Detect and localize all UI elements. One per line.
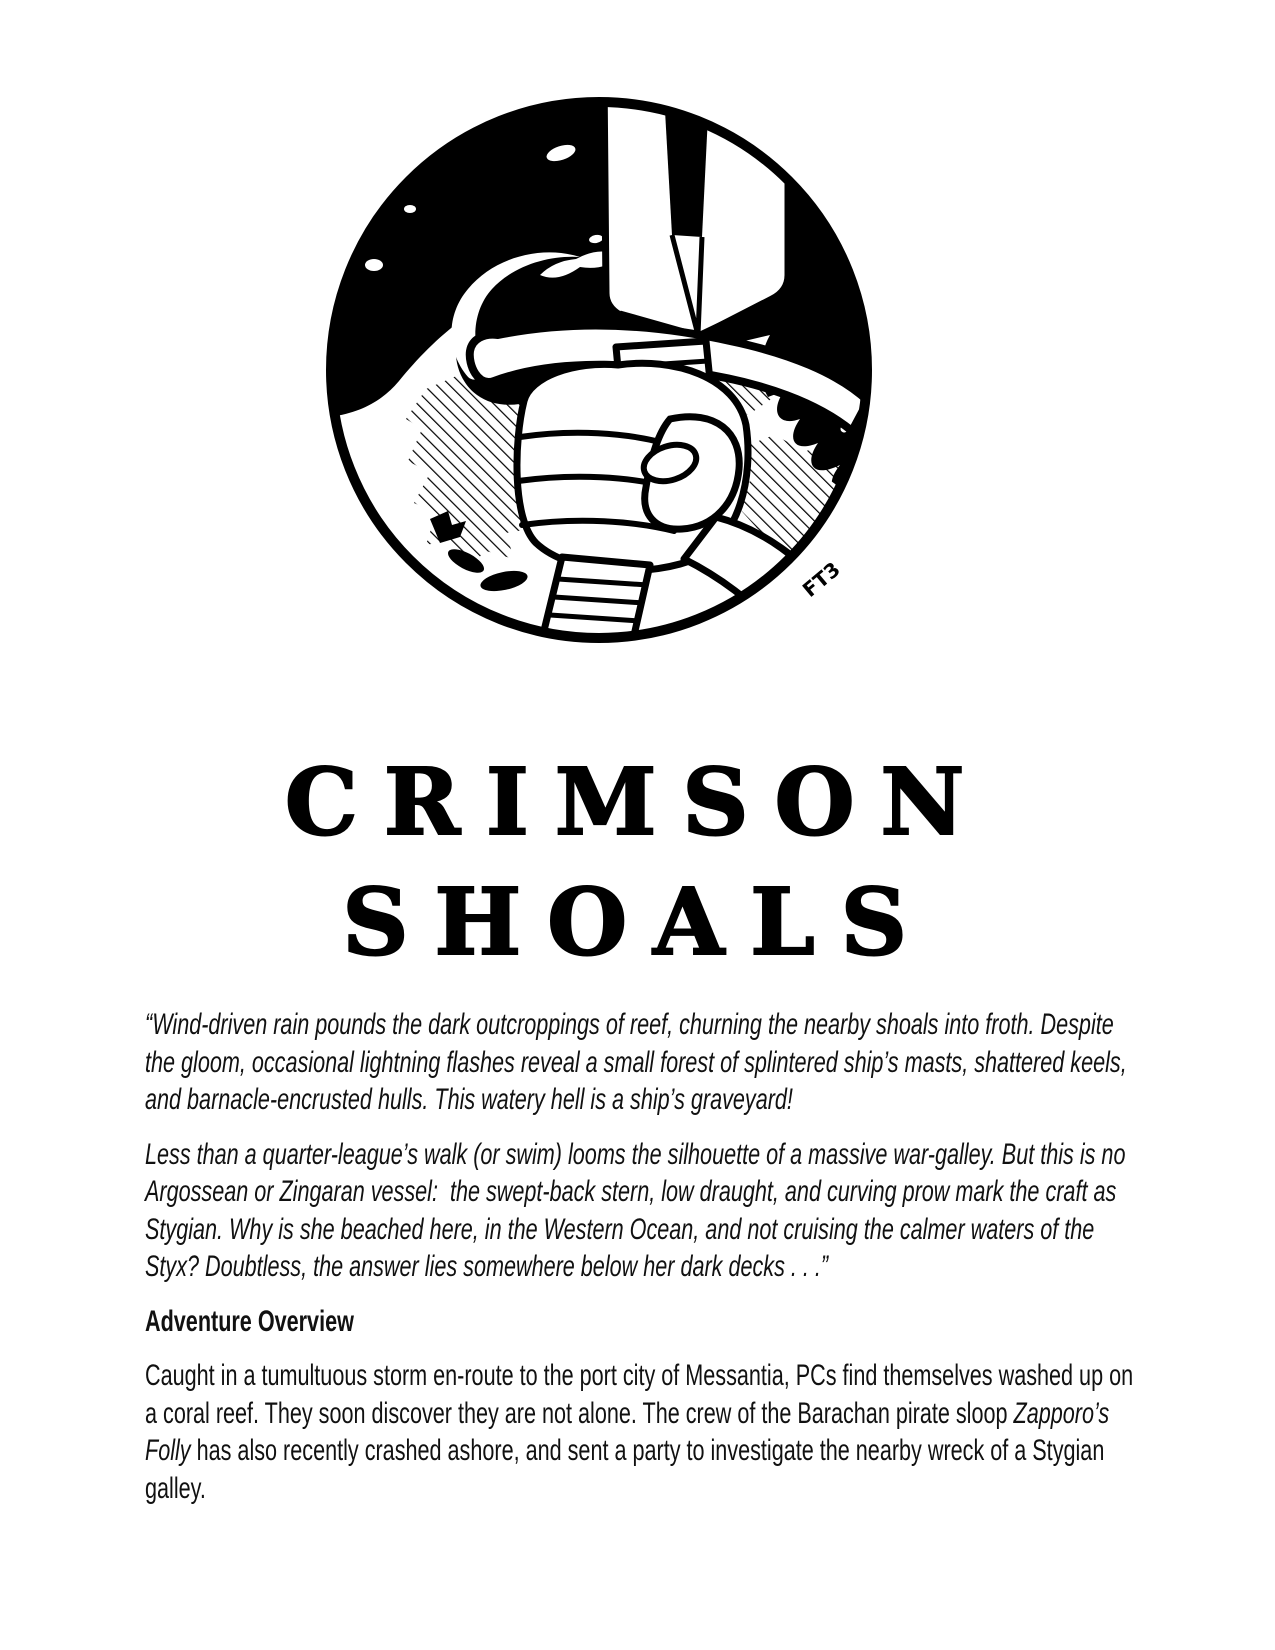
sword-blade: [604, 89, 788, 337]
body-text-column: [145, 1006, 1140, 1524]
overview-heading: Adventure Overview: [145, 1304, 354, 1338]
document-title: [0, 742, 1275, 982]
artist-signature: FT3: [797, 556, 845, 602]
sword-emblem-illustration: [318, 89, 880, 651]
quote-paragraph-2: Less than a quarter-league’s walk (or swim) looms the silhouette of a massive war-galley. But this is no Argossean or Zingaran vessel: the swept-back stern, low draught, and curving prow mark the craft as Stygian. Why is she beached here, in the Western Ocean, and not cruising the calmer waters of the Styx? Doubtless, the answer lies somewhere below her dark decks . . .”: [145, 1137, 1131, 1283]
title-line-2: SHOALS: [342, 868, 933, 976]
title-line-1: CRIMSON: [284, 748, 991, 856]
quote-paragraph-1: “Wind-driven rain pounds the dark outcroppings of reef, churning the nearby shoals into froth. Despite the gloom, occasional lightning flashes reveal a small forest of splintered ship’s masts, shattered keels, and barnacle-encrusted hulls. This watery hell is a ship’s graveyard!: [145, 1008, 1133, 1116]
overview-paragraph: Caught in a tumultuous storm en-route to the port city of Messantia, PCs find themselves washed up on a coral reef. They soon discover they are not alone. The crew of the Barachan pirate sloop Zapporo’s Folly has also recently crashed ashore, and sent a party to investigate the nearby wreck of a Stygian galley.: [145, 1359, 1140, 1505]
